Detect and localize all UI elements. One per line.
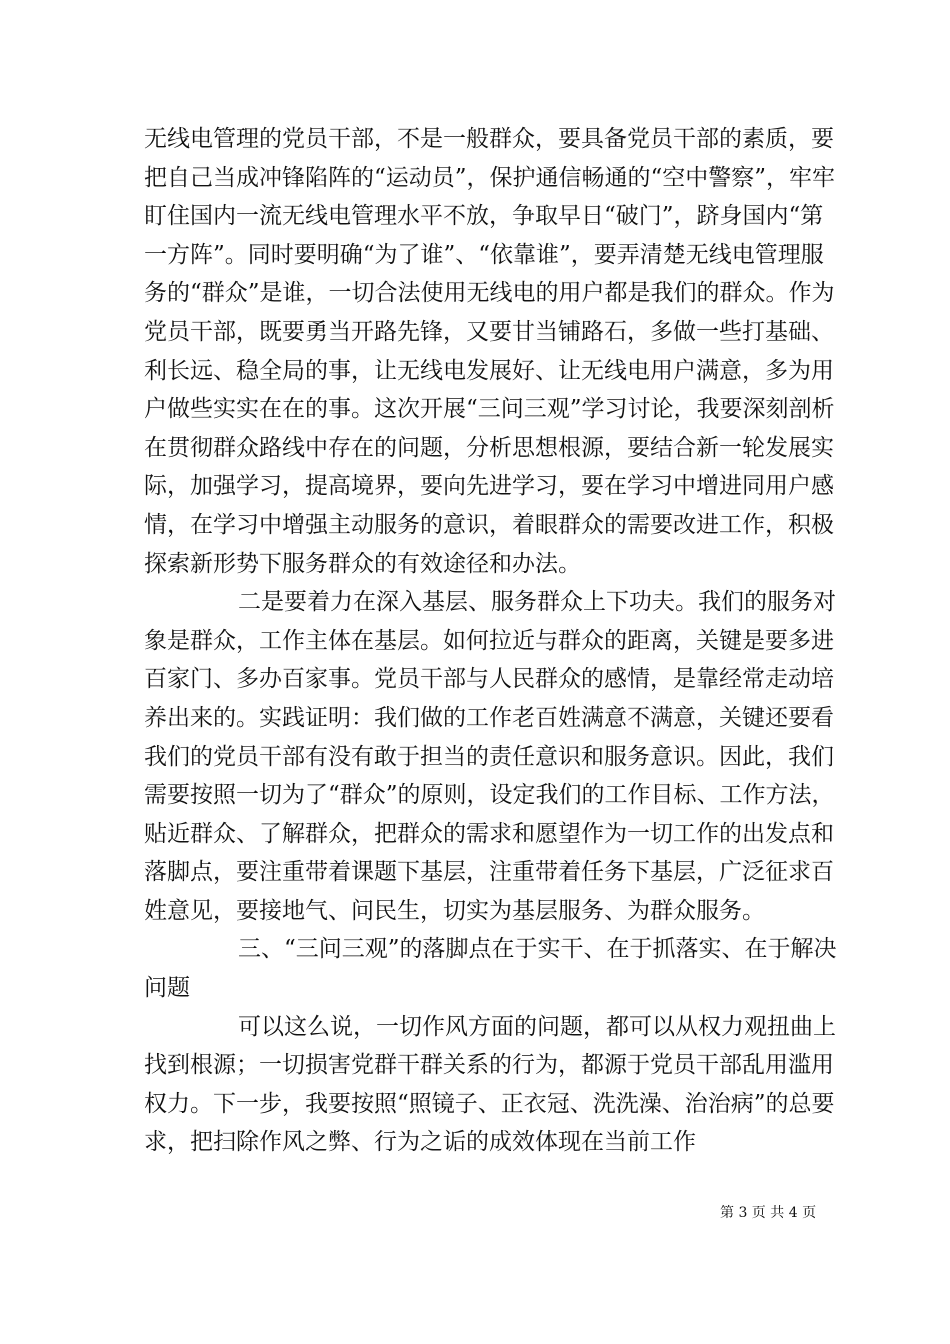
body-text — [144, 120, 844, 1162]
paragraph-3: 可以这么说，一切作风方面的问题，都可以从权力观扭曲上找到根源；一切损害党群干群关系的行为，都源于党员干部乱用滥用权力。下一步，我要按照“照镜子、正衣冠、洗洗澡、治治病”的总要求，把扫除作风之弊、行为之诟的成效体现在当前工作 — [144, 1013, 836, 1156]
page-number: 第 3 页 共 4 页 — [720, 1205, 817, 1221]
paragraph-1: 无线电管理的党员干部，不是一般群众，要具备党员干部的素质，要把自己当成冲锋陷阵的“运动员”，保护通信畅通的“空中警察”，牢牢盯住国内一流无线电管理水平不放，争取早日“破门”，跻身国内“第一方阵”。同时要明确“为了谁”、“依靠谁”，要弄清楚无线电管理服务的“群众”是谁，一切合法使用无线电的用户都是我们的群众。作为党员干部，既要勇当开路先锋，又要甘当铺路石，多做一些打基础、利长远、稳全局的事，让无线电发展好、让无线电用户满意，多为用户做些实实在在的事。这次开展“三问三观”学习讨论，我要深刻剖析在贯彻群众路线中存在的问题，分析思想根源，要结合新一轮发展实际，加强学习，提高境界，要向先进学习，要在学习中增进同用户感情，在学习中增强主动服务的意识，着眼群众的需要改进工作，积极探索新形势下服务群众的有效途径和办法。 — [144, 126, 836, 577]
paragraph-2: 二是要着力在深入基层、服务群众上下功夫。我们的服务对象是群众，工作主体在基层。如何拉近与群众的距离，关键是要多进百家门、多办百家事。党员干部与人民群众的感情，是靠经常走动培养出来的。实践证明：我们做的工作老百姓满意不满意，关键还要看我们的党员干部有没有敢于担当的责任意识和服务意识。因此，我们需要按照一切为了“群众”的原则，设定我们的工作目标、工作方法，贴近群众、了解群众，把群众的需求和愿望作为一切工作的出发点和落脚点，要注重带着课题下基层，注重带着任务下基层，广泛征求百姓意见，要接地气、问民生，切实为基层服务、为群众服务。 — [144, 589, 836, 924]
section-heading: 三、“三问三观”的落脚点在于实干、在于抓落实、在于解决问题 — [144, 936, 837, 1002]
